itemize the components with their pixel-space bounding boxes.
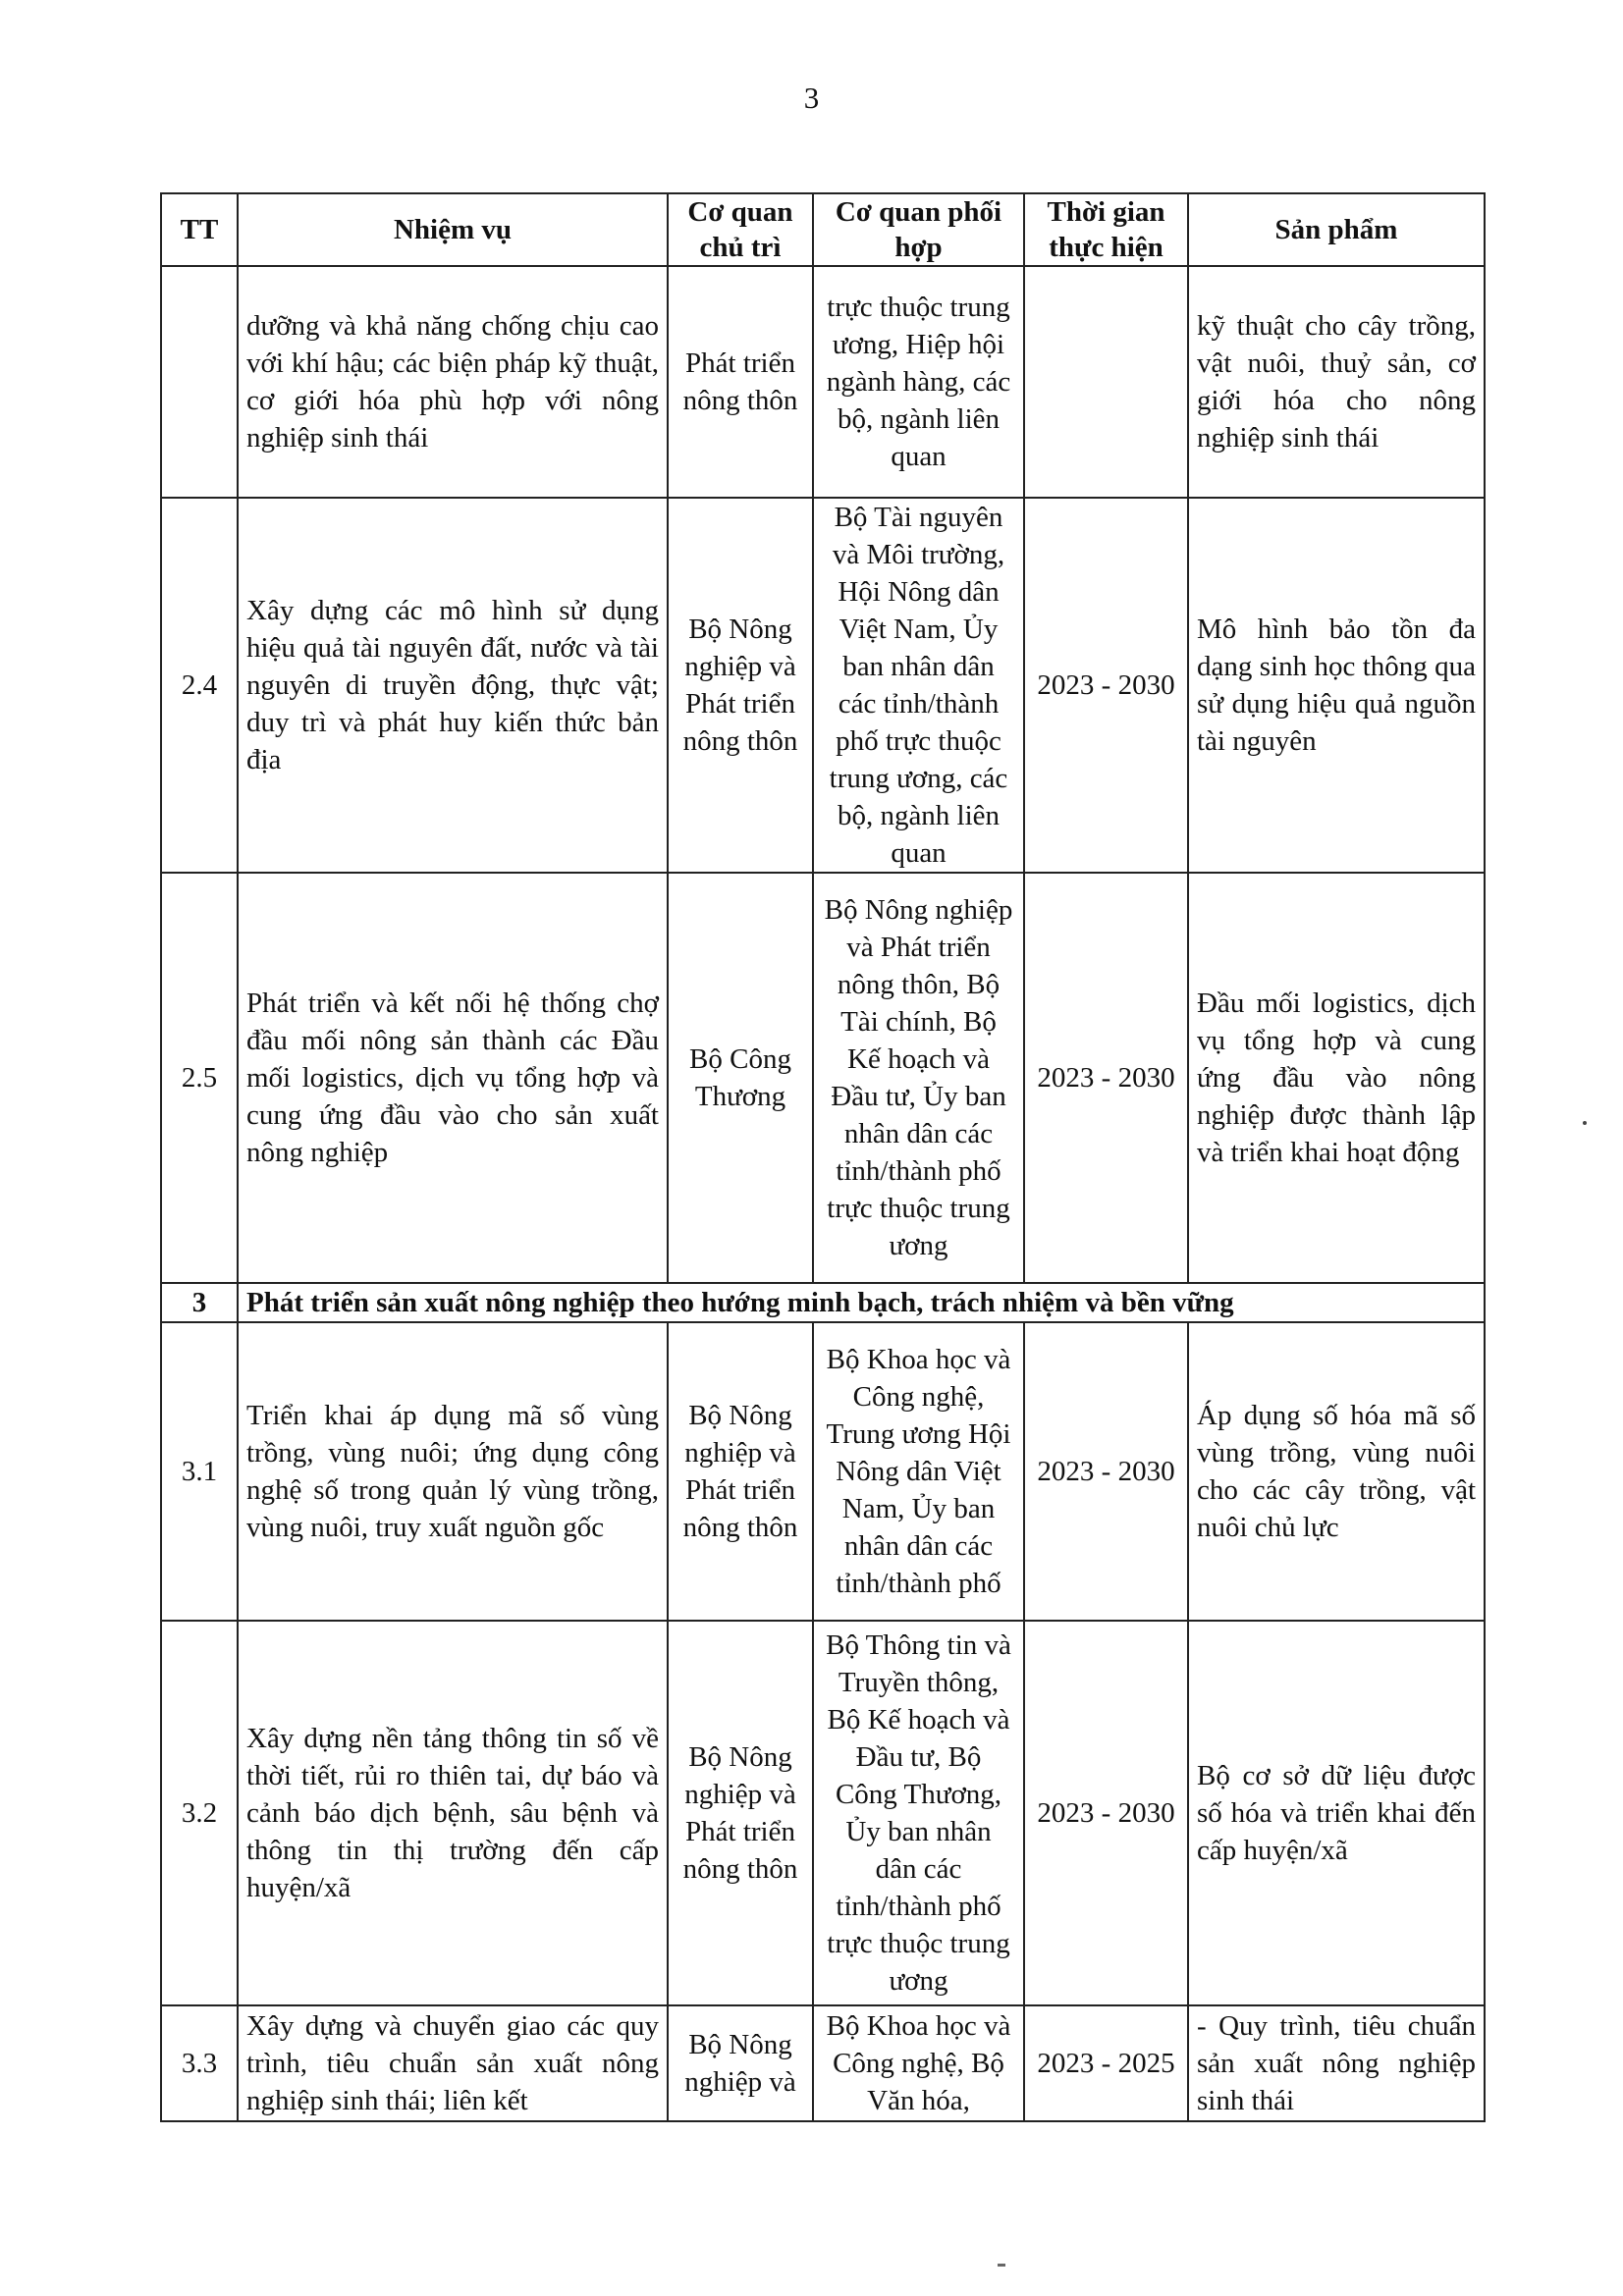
row-tt: 3.3	[161, 2005, 238, 2121]
section-number: 3	[161, 1283, 238, 1322]
row-coordinating-agency: Bộ Tài nguyên và Môi trường, Hội Nông dân Việt Nam, Ủy ban nhân dân các tỉnh/thành phố trực thuộc trung ương, các bộ, ngành liên quan	[813, 498, 1024, 873]
header-time: Thời gian thực hiện	[1024, 193, 1188, 266]
task-table	[160, 192, 1486, 2122]
row-time	[1024, 266, 1188, 498]
table-row	[161, 266, 1485, 498]
row-task: Triển khai áp dụng mã số vùng trồng, vùng nuôi; ứng dụng công nghệ số trong quản lý vùng trồng, vùng nuôi, truy xuất nguồn gốc	[238, 1322, 668, 1621]
header-tt: TT	[161, 193, 238, 266]
row-product: Áp dụng số hóa mã số vùng trồng, vùng nuôi cho các cây trồng, vật nuôi chủ lực	[1188, 1322, 1485, 1621]
table-row	[161, 873, 1485, 1283]
row-coordinating-agency: Bộ Thông tin và Truyền thông, Bộ Kế hoạch và Đầu tư, Bộ Công Thương, Ủy ban nhân dân các tỉnh/thành phố trực thuộc trung ương	[813, 1621, 1024, 2005]
row-tt: 3.1	[161, 1322, 238, 1621]
row-task: Phát triển và kết nối hệ thống chợ đầu mối nông sản thành các Đầu mối logistics, dịch vụ tổng hợp và cung ứng đầu vào cho sản xuất nông nghiệp	[238, 873, 668, 1283]
header-lead-agency: Cơ quan chủ trì	[668, 193, 813, 266]
scan-speck	[1583, 1121, 1587, 1125]
row-task: Xây dựng và chuyển giao các quy trình, tiêu chuẩn sản xuất nông nghiệp sinh thái; liên kết	[238, 2005, 668, 2121]
row-product: Đầu mối logistics, dịch vụ tổng hợp và cung ứng đầu vào nông nghiệp được thành lập và triển khai hoạt động	[1188, 873, 1485, 1283]
row-time: 2023 - 2030	[1024, 1322, 1188, 1621]
row-tt	[161, 266, 238, 498]
table-row	[161, 1322, 1485, 1621]
row-tt: 2.4	[161, 498, 238, 873]
row-task: Xây dựng các mô hình sử dụng hiệu quả tài nguyên đất, nước và tài nguyên di truyền động, thực vật; duy trì và phát huy kiến thức bản địa	[238, 498, 668, 873]
header-coordinating-agency: Cơ quan phối hợp	[813, 193, 1024, 266]
row-task: dưỡng và khả năng chống chịu cao với khí hậu; các biện pháp kỹ thuật, cơ giới hóa phù hợp với nông nghiệp sinh thái	[238, 266, 668, 498]
table-row	[161, 2005, 1485, 2121]
row-product: - Quy trình, tiêu chuẩn sản xuất nông nghiệp sinh thái	[1188, 2005, 1485, 2121]
header-product: Sản phẩm	[1188, 193, 1485, 266]
table-row	[161, 498, 1485, 873]
row-product: Mô hình bảo tồn đa dạng sinh học thông qua sử dụng hiệu quả nguồn tài nguyên	[1188, 498, 1485, 873]
row-product: kỹ thuật cho cây trồng, vật nuôi, thuỷ sản, cơ giới hóa cho nông nghiệp sinh thái	[1188, 266, 1485, 498]
row-time: 2023 - 2030	[1024, 873, 1188, 1283]
row-coordinating-agency: Bộ Nông nghiệp và Phát triển nông thôn, Bộ Tài chính, Bộ Kế hoạch và Đầu tư, Ủy ban nhân dân các tỉnh/thành phố trực thuộc trung ương	[813, 873, 1024, 1283]
row-tt: 2.5	[161, 873, 238, 1283]
section-row	[161, 1283, 1485, 1322]
row-lead-agency: Phát triển nông thôn	[668, 266, 813, 498]
row-time: 2023 - 2025	[1024, 2005, 1188, 2121]
row-coordinating-agency: Bộ Khoa học và Công nghệ, Trung ương Hội Nông dân Việt Nam, Ủy ban nhân dân các tỉnh/thành phố	[813, 1322, 1024, 1621]
row-task: Xây dựng nền tảng thông tin số về thời tiết, rủi ro thiên tai, dự báo và cảnh báo dịch bệnh, sâu bệnh và thông tin thị trường đến cấp huyện/xã	[238, 1621, 668, 2005]
row-time: 2023 - 2030	[1024, 1621, 1188, 2005]
row-time: 2023 - 2030	[1024, 498, 1188, 873]
row-coordinating-agency: Bộ Khoa học và Công nghệ, Bộ Văn hóa,	[813, 2005, 1024, 2121]
page-number: 3	[803, 80, 820, 115]
row-coordinating-agency: trực thuộc trung ương, Hiệp hội ngành hàng, các bộ, ngành liên quan	[813, 266, 1024, 498]
row-lead-agency: Bộ Nông nghiệp và Phát triển nông thôn	[668, 1621, 813, 2005]
row-product: Bộ cơ sở dữ liệu được số hóa và triển khai đến cấp huyện/xã	[1188, 1621, 1485, 2005]
row-lead-agency: Bộ Nông nghiệp và Phát triển nông thôn	[668, 498, 813, 873]
scan-mark	[998, 2264, 1005, 2267]
row-lead-agency: Bộ Nông nghiệp và Phát triển nông thôn	[668, 1322, 813, 1621]
row-tt: 3.2	[161, 1621, 238, 2005]
table-header-row	[161, 193, 1485, 266]
section-title: Phát triển sản xuất nông nghiệp theo hướng minh bạch, trách nhiệm và bền vững	[238, 1283, 1485, 1322]
table-row	[161, 1621, 1485, 2005]
row-lead-agency: Bộ Công Thương	[668, 873, 813, 1283]
header-task: Nhiệm vụ	[238, 193, 668, 266]
row-lead-agency: Bộ Nông nghiệp và	[668, 2005, 813, 2121]
